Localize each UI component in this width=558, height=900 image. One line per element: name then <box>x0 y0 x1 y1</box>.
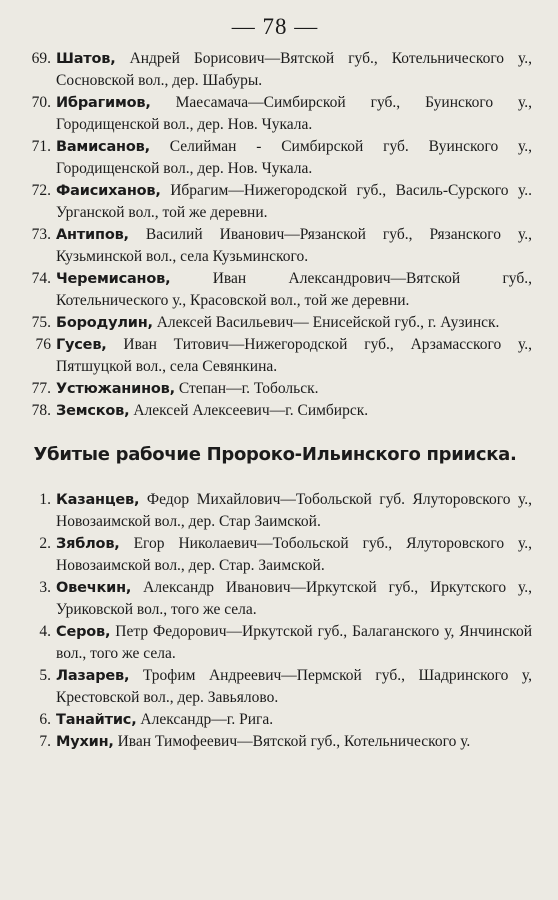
entry-details: Василий Иванович—Рязанской губ., Рязанского у., Кузьминской вол., села Кузьминского. <box>56 226 532 265</box>
casualty-list-proroko-ilyinsky <box>18 489 532 753</box>
list-entry <box>18 334 532 378</box>
entry-text <box>56 665 532 709</box>
list-entry <box>18 92 532 136</box>
list-entry <box>18 709 532 731</box>
entry-surname: Гусев, <box>56 337 107 353</box>
entry-number: 77. <box>31 380 51 397</box>
entry-surname: Лазарев, <box>56 668 130 684</box>
entry-number: 73. <box>31 226 51 243</box>
entry-number: 3. <box>39 579 51 596</box>
list-entry <box>18 268 532 312</box>
entry-details: Петр Федорович—Иркутской губ., Балаганского у, Янчинской вол., того же села. <box>56 623 532 662</box>
entry-text <box>56 334 532 378</box>
list-entry <box>18 378 532 400</box>
entry-surname: Черемисанов, <box>56 271 171 287</box>
entry-number: 74. <box>31 270 51 287</box>
entry-text <box>56 731 532 753</box>
entry-text <box>56 224 532 268</box>
entry-text <box>56 378 532 400</box>
entry-surname: Земсков, <box>56 403 130 419</box>
entry-number: 69. <box>31 50 51 67</box>
entry-text <box>56 136 532 180</box>
casualty-list-continued <box>18 48 532 422</box>
entry-number: 2. <box>39 535 51 552</box>
list-entry <box>18 136 532 180</box>
entry-details: Иван Тимофеевич—Вятской губ., Котельнического у. <box>113 733 471 750</box>
entry-number: 70. <box>31 94 51 111</box>
list-entry <box>18 224 532 268</box>
entry-surname: Вамисанов, <box>56 139 150 155</box>
entry-surname: Фаисиханов, <box>56 183 161 199</box>
list-entry <box>18 731 532 753</box>
entry-number: 5. <box>39 667 51 684</box>
entry-details: Иван Александрович—Вятской губ., Котельнического у., Красовской вол., той же деревни. <box>56 270 532 309</box>
list-entry <box>18 489 532 533</box>
entry-details: Иван Титович—Нижегородской губ., Арзамасского у., Пятшуцкой вол., села Севянкина. <box>56 336 532 375</box>
entry-details: Алексей Алексеевич—г. Симбирск. <box>129 402 369 419</box>
page-number: — 78 — <box>231 14 319 39</box>
entry-details: Трофим Андреевич—Пермской губ., Шадринского у, Крестовской вол., дер. Завьялово. <box>56 667 532 706</box>
entry-text <box>56 577 532 621</box>
entry-text <box>56 400 532 422</box>
entry-details: Федор Михайлович—Тобольской губ. Ялуторовского у., Новозаимской вол., дер. Стар Заимской. <box>56 491 532 530</box>
entry-text <box>56 533 532 577</box>
list-entry <box>18 312 532 334</box>
entry-text <box>56 180 532 224</box>
entry-text <box>56 268 532 312</box>
entry-text <box>56 48 532 92</box>
entry-text <box>56 709 532 731</box>
entry-surname: Казанцев, <box>56 492 140 508</box>
entry-surname: Ибрагимов, <box>56 95 151 111</box>
entry-surname: Овечкин, <box>56 580 132 596</box>
entry-number: 76 <box>35 336 51 353</box>
list-entry <box>18 621 532 665</box>
entry-number: 75. <box>31 314 51 331</box>
entry-details: Александр Иванович—Иркутской губ., Иркутского у., Уриковской вол., того же села. <box>56 579 532 618</box>
entry-number: 4. <box>39 623 51 640</box>
list-entry <box>18 665 532 709</box>
list-entry <box>18 533 532 577</box>
list-entry <box>18 48 532 92</box>
entry-surname: Бородулин, <box>56 315 153 331</box>
entry-surname: Антипов, <box>56 227 129 243</box>
entry-surname: Шатов, <box>56 51 116 67</box>
entry-number: 1. <box>39 491 51 508</box>
entry-surname: Серов, <box>56 624 111 640</box>
entry-details: Алексей Васильевич— Енисейской губ., г. Аузинск. <box>152 314 500 331</box>
entry-text <box>56 92 532 136</box>
entry-text <box>56 621 532 665</box>
entry-surname: Танайтис, <box>56 712 137 728</box>
entry-details: Егор Николаевич—Тобольской губ., Ялуторовского у., Новозаимской вол., дер. Стар. Заимской. <box>56 535 532 574</box>
entry-number: 6. <box>39 711 51 728</box>
entry-surname: Зяблов, <box>56 536 120 552</box>
entry-details: Андрей Борисович—Вятской губ., Котельнического у., Сосновской вол., дер. Шабуры. <box>56 50 532 89</box>
entry-details: Степан—г. Тобольск. <box>174 380 319 397</box>
entry-number: 7. <box>39 733 51 750</box>
section-title: Убитые рабочие Пророко-Ильинского прииска. <box>33 444 517 465</box>
entry-number: 72. <box>31 182 51 199</box>
entry-number: 71. <box>31 138 51 155</box>
entry-surname: Устюжанинов, <box>56 381 175 397</box>
entry-number: 78. <box>31 402 51 419</box>
entry-text <box>56 312 532 334</box>
list-entry <box>18 180 532 224</box>
entry-surname: Мухин, <box>56 734 114 750</box>
list-entry <box>18 577 532 621</box>
entry-text <box>56 489 532 533</box>
entry-details: Селийман - Симбирской губ. Вуинского у., Городищенской вол., дер. Нов. Чукала. <box>56 138 532 177</box>
entry-details: Ибрагим—Нижегородской губ., Василь-Сурского у.. Урганской вол., той же деревни. <box>56 182 532 221</box>
entry-details: Маесамача—Симбирской губ., Буинского у., Городищенской вол., дер. Нов. Чукала. <box>56 94 532 133</box>
list-entry <box>18 400 532 422</box>
entry-details: Александр—г. Рига. <box>136 711 274 728</box>
